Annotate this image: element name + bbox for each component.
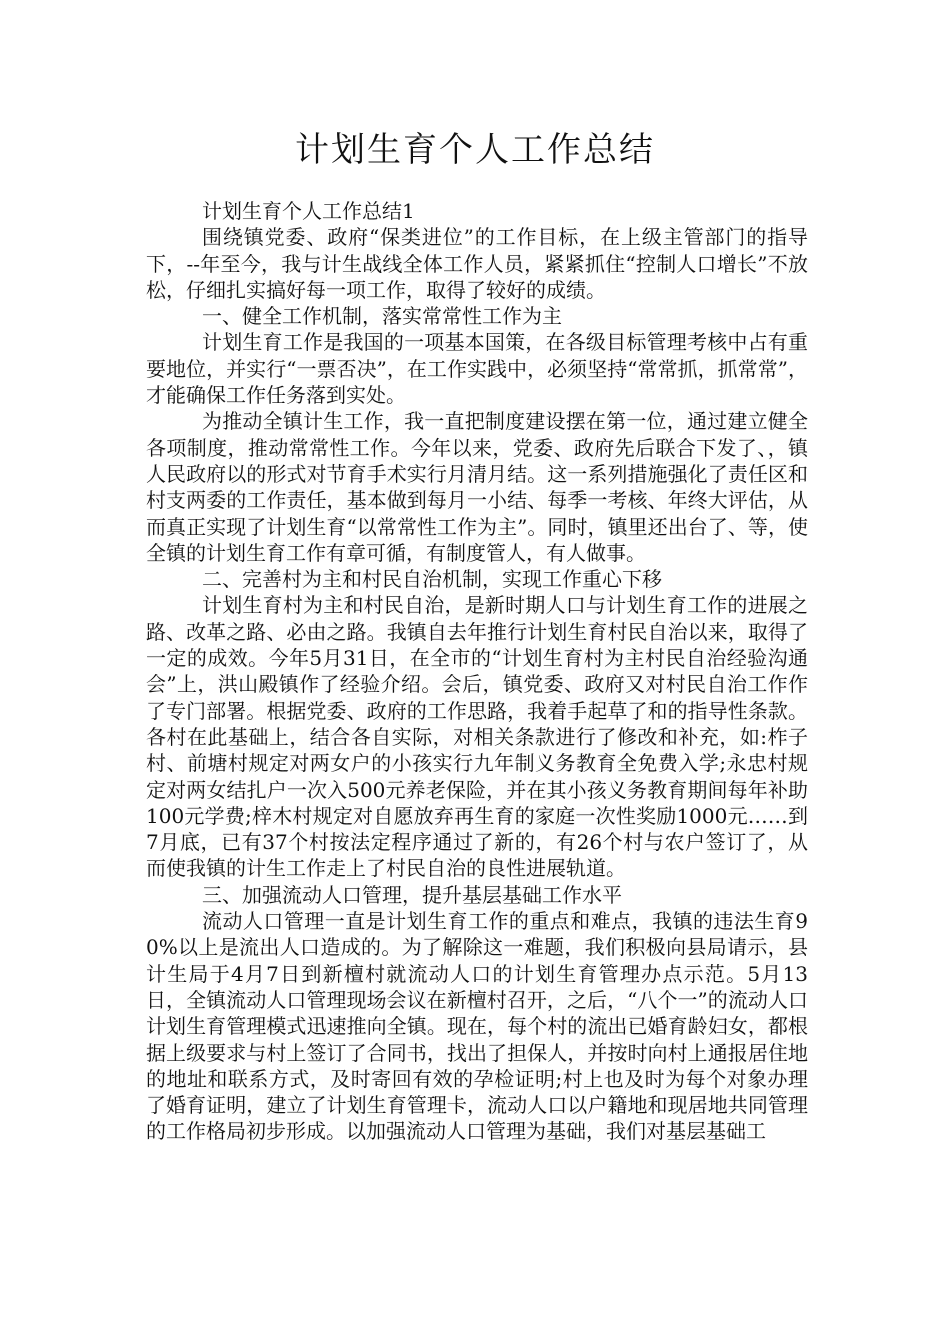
subtitle-paragraph: 计划生育个人工作总结1 (202, 199, 415, 223)
section-heading-2: 二、完善村为主和村民自治机制，实现工作重心下移 (202, 567, 662, 592)
section-heading-1: 一、健全工作机制，落实常常性工作为主 (202, 304, 562, 329)
document-body (146, 198, 808, 1145)
document-title: 计划生育个人工作总结 (295, 130, 655, 170)
section-1-paragraph-1: 计划生育工作是我国的一项基本国策，在各级目标管理考核中占有重要地位，并实行“一票否决”，在工作实践中，必须坚持“常常抓，抓常常”，才能确保工作任务落到实处。 (146, 330, 808, 408)
section-3-paragraph-1: 流动人口管理一直是计划生育工作的重点和难点，我镇的违法生育90%以上是流出人口造成的。为了解除这一难题，我们积极向县局请示，县计生局于4月7日到新檀村就流动人口的计划生育管理办点示范。5月13日，全镇流动人口管理现场会议在新檀村召开，之后，“八个一”的流动人口计划生育管理模式迅速推向全镇。现在，每个村的流出已婚育龄妇女，都根据上级要求与村上签订了合同书，找出了担保人，并按时向村上通报居住地的地址和联系方式，及时寄回有效的孕检证明;村上也及时为每个对象办理了婚育证明，建立了计划生育管理卡，流动人口以户籍地和现居地共同管理的工作格局初步形成。以加强流动人口管理为基础，我们对基层基础工 (146, 909, 808, 1144)
section-2-paragraph-1: 计划生育村为主和村民自治，是新时期人口与计划生育工作的进展之路、改革之路、必由之路。我镇自去年推行计划生育村民自治以来，取得了一定的成效。今年5月31日，在全市的“计划生育村为主村民自治经验沟通会”上，洪山殿镇作了经验介绍。会后，镇党委、政府又对村民自治工作作了专门部署。根据党委、政府的工作思路，我着手起草了和的指导性条款。各村在此基础上，结合各自实际，对相关条款进行了修改和补充，如:柞子村、前塘村规定对两女户的小孩实行九年制义务教育全免费入学;永忠村规定对两女结扎户一次入500元养老保险，并在其小孩义务教育期间每年补助100元学费;梓木村规定对自愿放弃再生育的家庭一次性奖励1000元……到7月底，已有37个村按法定程序通过了新的，有26个村与农户签订了，从而使我镇的计生工作走上了村民自治的良性进展轨道。 (146, 593, 808, 881)
section-1-paragraph-2: 为推动全镇计生工作，我一直把制度建设摆在第一位，通过建立健全各项制度，推动常常性工作。今年以来，党委、政府先后联合下发了、，镇人民政府以的形式对节育手术实行月清月结。这一系列措施强化了责任区和村支两委的工作责任，基本做到每月一小结、每季一考核、年终大评估，从而真正实现了计划生育“以常常性工作为主”。同时，镇里还出台了、等，使全镇的计划生育工作有章可循，有制度管人，有人做事。 (146, 409, 808, 565)
section-heading-3: 三、加强流动人口管理，提升基层基础工作水平 (202, 882, 622, 907)
intro-paragraph: 围绕镇党委、政府“保类进位”的工作目标，在上级主管部门的指导下，--年至今，我与计生战线全体工作人员，紧紧抓住“控制人口增长”不放松，仔细扎实搞好每一项工作，取得了较好的成绩。 (146, 225, 808, 302)
